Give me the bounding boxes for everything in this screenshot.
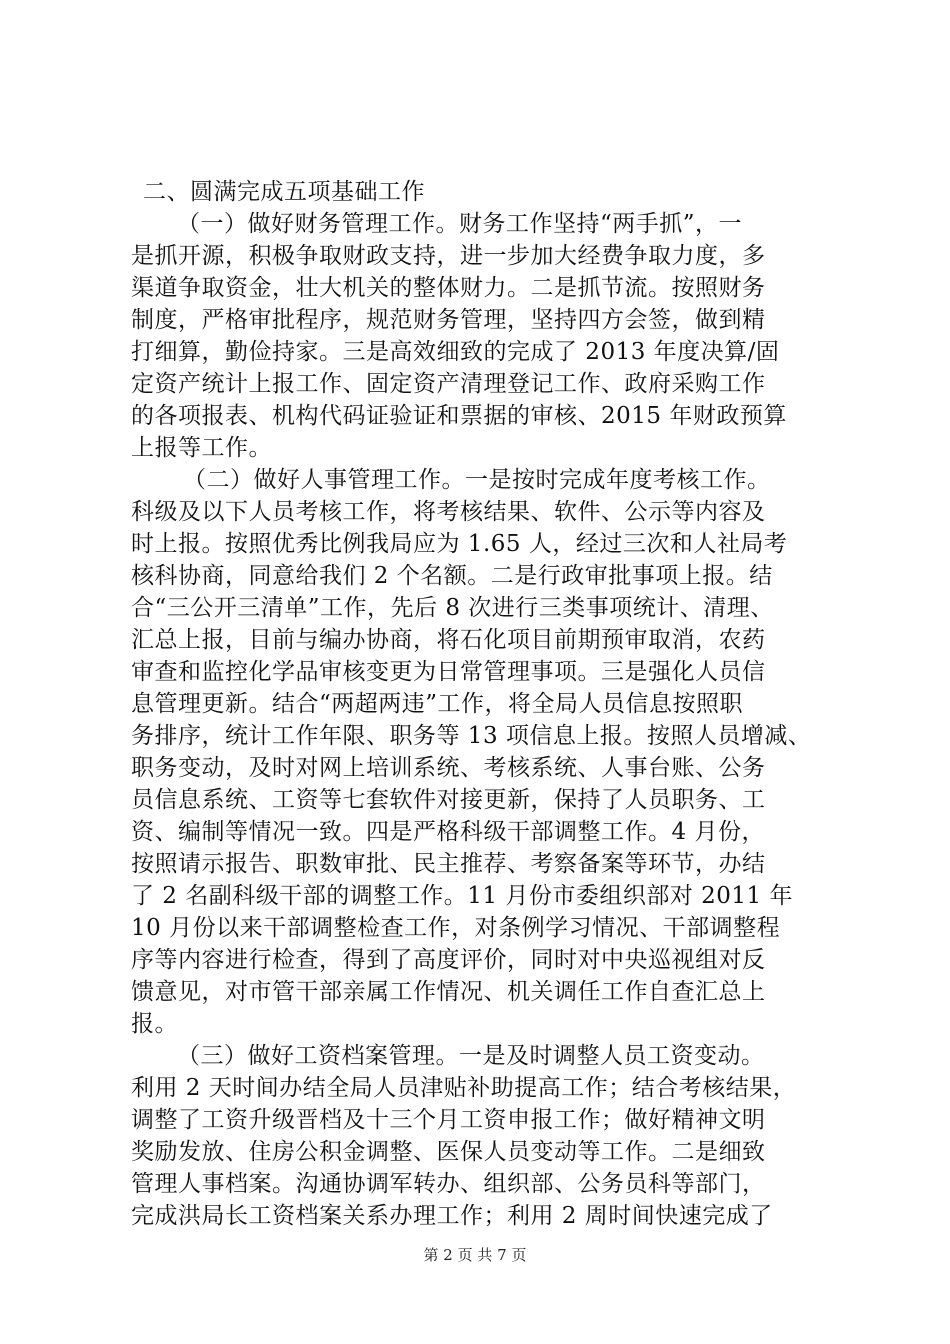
text-line: 馈意见，对市管干部亲属工作情况、机关调任工作自查汇总上 <box>131 979 766 1005</box>
text-line: 是抓开源，积极争取财政支持，进一步加大经费争取力度，多 <box>131 243 766 269</box>
text-line: 奖励发放、住房公积金调整、医保人员变动等工作。二是细致 <box>131 1139 766 1165</box>
text-line: 核科协商，同意给我们 2 个名额。二是行政审批事项上报。结 <box>131 563 773 589</box>
text-line: 资、编制等情况一致。四是严格科级干部调整工作。4 月份， <box>131 819 765 845</box>
text-line: 定资产统计上报工作、固定资产清理登记工作、政府采购工作 <box>131 371 766 397</box>
text-line: 打细算，勤俭持家。三是高效细致的完成了 2013 年度决算/固 <box>131 339 780 365</box>
text-line: 了 2 名副科级干部的调整工作。11 月份市委组织部对 2011 年 <box>131 883 793 909</box>
text-line: 汇总上报，目前与编办协商，将石化项目前期预审取消，农药 <box>131 627 766 653</box>
text-line: 员信息系统、工资等七套软件对接更新，保持了人员职务、工 <box>131 787 766 813</box>
text-line: 的各项报表、机构代码证验证和票据的审核、2015 年财政预算 <box>131 403 787 429</box>
document-body <box>131 176 831 1232</box>
paragraph-personnel <box>131 464 831 1040</box>
text-line: 科级及以下人员考核工作，将考核结果、软件、公示等内容及 <box>131 499 766 525</box>
text-line: 渠道争取资金，壮大机关的整体财力。二是抓节流。按照财务 <box>131 275 766 301</box>
page-number-footer: 第 2 页 共 7 页 <box>423 1246 527 1264</box>
text-line: （三）做好工资档案管理。一是及时调整人员工资变动。 <box>177 1043 765 1069</box>
text-line: 息管理更新。结合“两超两违”工作，将全局人员信息按照职 <box>131 691 744 717</box>
section-heading: 二、圆满完成五项基础工作 <box>143 179 425 205</box>
text-line: （二）做好人事管理工作。一是按时完成年度考核工作。 <box>183 467 771 493</box>
text-line: 报。 <box>131 1011 178 1037</box>
text-line: 务排序，统计工作年限、职务等 13 项信息上报。按照人员增减、 <box>131 723 812 749</box>
text-line: 按照请示报告、职数审批、民主推荐、考察备案等环节，办结 <box>131 851 766 877</box>
text-line: 管理人事档案。沟通协调军转办、组织部、公务员科等部门， <box>131 1171 766 1197</box>
text-line: 职务变动，及时对网上培训系统、考核系统、人事台账、公务 <box>131 755 766 781</box>
text-line: 时上报。按照优秀比例我局应为 1.65 人，经过三次和人社局考 <box>131 531 788 557</box>
text-line: 完成洪局长工资档案关系办理工作；利用 2 周时间快速完成了 <box>131 1203 773 1229</box>
text-line: 审查和监控化学品审核变更为日常管理事项。三是强化人员信 <box>131 659 766 685</box>
paragraph-salary-archives <box>131 1040 831 1232</box>
text-line: 利用 2 天时间办结全局人员津贴补助提高工作；结合考核结果， <box>131 1075 797 1101</box>
text-line: （一）做好财务管理工作。财务工作坚持“两手抓”，一 <box>177 211 743 237</box>
text-line: 制度，严格审批程序，规范财务管理，坚持四方会签，做到精 <box>131 307 766 333</box>
text-line: 调整了工资升级晋档及十三个月工资申报工作；做好精神文明 <box>131 1107 766 1133</box>
paragraph-finance <box>131 208 831 464</box>
text-line: 序等内容进行检查，得到了高度评价，同时对中央巡视组对反 <box>131 947 766 973</box>
text-line: 10 月份以来干部调整检查工作，对条例学习情况、干部调整程 <box>131 915 781 941</box>
text-line: 合“三公开三清单”工作，先后 8 次进行三类事项统计、清理、 <box>131 595 774 621</box>
text-line: 上报等工作。 <box>131 435 272 461</box>
